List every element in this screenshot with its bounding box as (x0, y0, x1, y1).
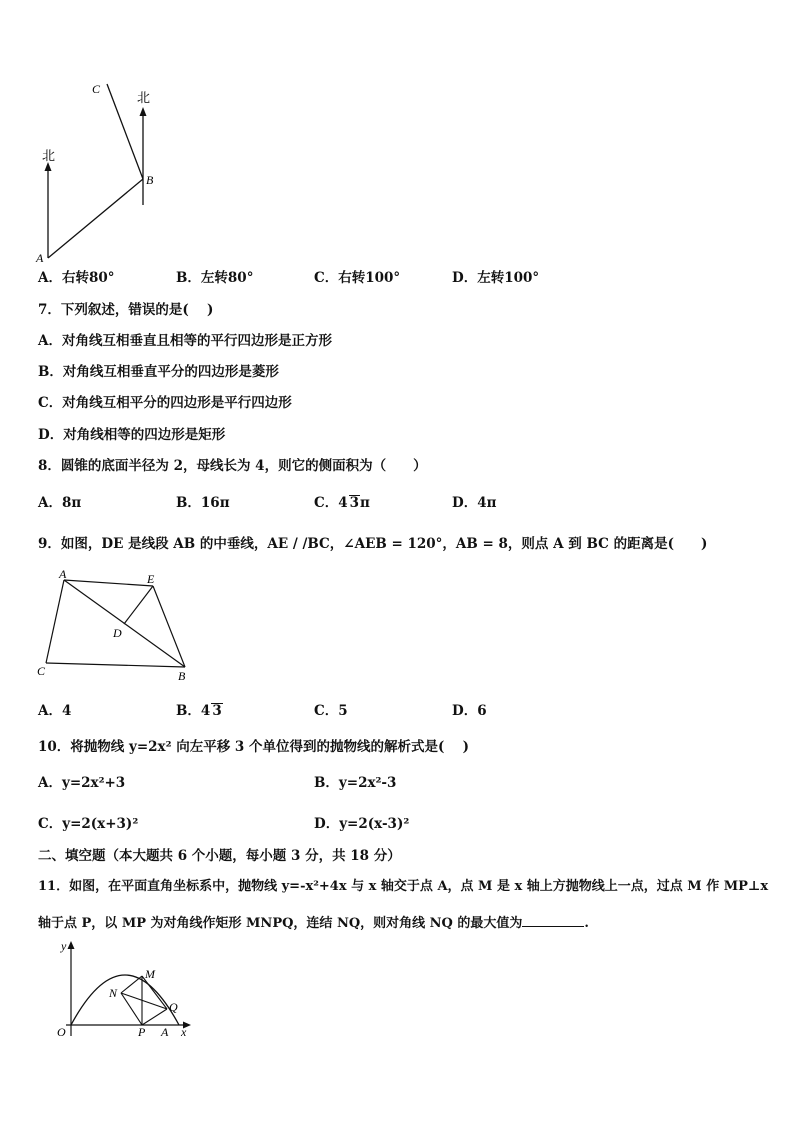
q7-option-b: B．对角线互相垂直平分的四边形是菱形 (38, 364, 279, 380)
q10-option-d: D．y=2(x-3)² (314, 816, 410, 832)
q10-option-c: C．y=2(x+3)² (38, 816, 139, 832)
axis-label-y: y (61, 939, 67, 953)
q8-option-c-radical: 3 (349, 495, 360, 511)
y-axis-arrowhead (68, 941, 75, 949)
q8-stem: 8．圆锥的底面半径为 2，母线长为 4，则它的侧面积为（ ） (38, 458, 427, 474)
q11-line2-end: . (584, 916, 589, 931)
point-label-c: C (37, 664, 46, 678)
q11-figure (52, 937, 197, 1042)
q9-option-b-radical: 3 (212, 703, 222, 719)
q11-line2 (38, 914, 589, 933)
segment-ca (46, 580, 64, 663)
q8-option-d: D．4π (452, 495, 497, 511)
q8-option-c-prefix: C．4 (314, 495, 348, 511)
q9-figure (32, 566, 197, 686)
section-heading-fill-in: 二、填空题（本大题共 6 个小题，每小题 3 分，共 18 分） (38, 848, 401, 864)
q10-option-b: B．y=2x²-3 (314, 775, 397, 791)
q8-option-c-suffix: π (360, 495, 370, 511)
q9-option-d: D．6 (452, 703, 487, 719)
q8-option-c (314, 494, 370, 512)
q7-option-c: C．对角线互相平分的四边形是平行四边形 (38, 395, 292, 411)
point-label-d: D (113, 626, 122, 640)
q10-stem: 10．将抛物线 y=2x² 向左平移 3 个单位得到的抛物线的解析式是( ) (38, 739, 469, 755)
segment-cb (46, 663, 185, 667)
q6-option-a: A．右转80° (38, 270, 115, 286)
point-label-b: B (178, 669, 186, 683)
point-label-n: N (109, 986, 118, 1000)
point-label-p: P (138, 1025, 146, 1039)
q9-option-b-prefix: B．4 (176, 703, 211, 719)
q6-option-c: C．右转100° (314, 270, 401, 286)
q8-option-b: B．16π (176, 495, 230, 511)
q6-option-d: D．左转100° (452, 270, 540, 286)
segment-ae (64, 580, 153, 586)
north-arrowhead-b (140, 107, 147, 116)
q7-option-d: D．对角线相等的四边形是矩形 (38, 427, 226, 443)
point-label-m: M (145, 967, 155, 981)
origin-label: O (57, 1025, 66, 1039)
segment-qp (142, 1009, 167, 1025)
segment-mn (121, 976, 142, 993)
point-label-q: Q (169, 1000, 178, 1014)
segment-de (124, 586, 153, 624)
q9-option-a: A．4 (38, 703, 72, 719)
q6-option-b: B．左转80° (176, 270, 254, 286)
q7-option-a: A．对角线互相垂直且相等的平行四边形是正方形 (38, 333, 332, 349)
segment-ab (48, 179, 143, 258)
point-label-a: A (36, 251, 44, 265)
point-label-c: C (92, 82, 101, 96)
answer-blank[interactable] (522, 914, 584, 927)
q10-option-a: A．y=2x²+3 (38, 775, 126, 791)
q6-figure (28, 80, 168, 265)
north-arrowhead-a (45, 162, 52, 171)
q8-option-a: A．8π (38, 495, 82, 511)
point-label-b: B (146, 173, 154, 187)
point-label-a: A (59, 567, 67, 581)
q11-line1: 11．如图，在平面直角坐标系中，抛物线 y=-x²+4x 与 x 轴交于点 A，点 M 是 x 轴上方抛物线上一点，过点 M 作 MP⊥x (38, 879, 769, 894)
point-label-e: E (147, 572, 155, 586)
q9-option-b (176, 702, 223, 720)
north-label-a: 北 (42, 148, 56, 163)
q7-stem: 7．下列叙述，错误的是( ) (38, 302, 214, 318)
point-label-a: A (161, 1025, 169, 1039)
segment-np (121, 993, 142, 1025)
axis-label-x: x (181, 1025, 187, 1039)
north-label-b: 北 (137, 90, 151, 105)
q9-stem: 9．如图，DE 是线段 AB 的中垂线，AE / /BC，∠AEB = 120°，AB = 8，则点 A 到 BC 的距离是( ) (38, 536, 708, 552)
q11-line2-text: 轴于点 P，以 MP 为对角线作矩形 MNPQ，连结 NQ，则对角线 NQ 的最大值为 (38, 916, 523, 931)
q9-option-c: C．5 (314, 703, 348, 719)
